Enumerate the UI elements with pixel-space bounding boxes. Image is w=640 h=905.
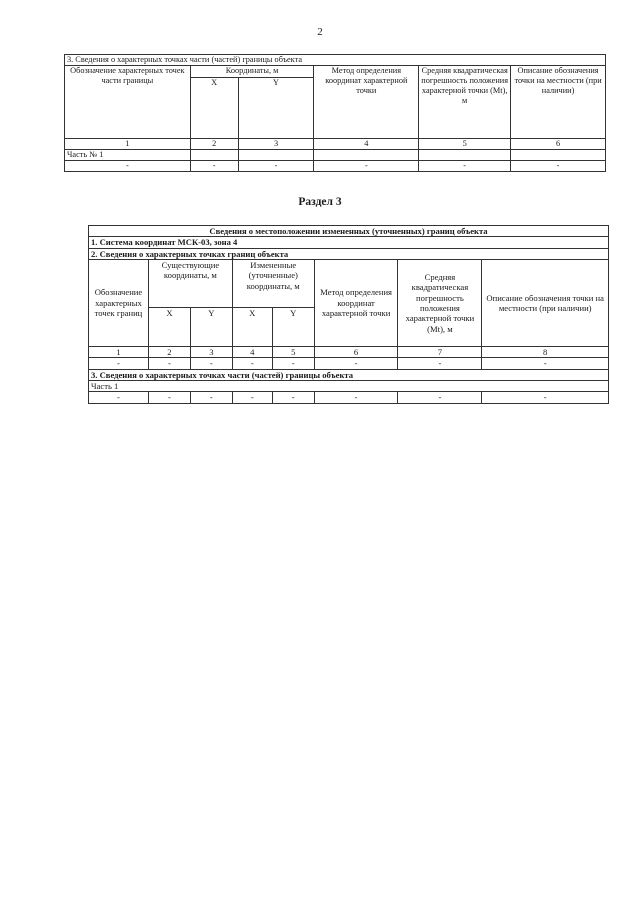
header-method: Метод определения координат характерной точки <box>314 65 419 138</box>
section-title: Раздел 3 <box>298 196 342 208</box>
boundaries-table <box>88 225 609 404</box>
table-cell: - <box>272 358 314 369</box>
header-description: Описание обозначения точки на местности (при наличии) <box>482 259 609 346</box>
table-cell: - <box>89 358 149 369</box>
column-number: 2 <box>190 138 238 149</box>
coordinate-system: 1. Система координат МСК-03, зона 4 <box>89 237 609 248</box>
parts-section-title: 3. Сведения о характерных точках части (частей) границы объекта <box>89 369 609 380</box>
table-cell: - <box>232 358 272 369</box>
table-cell: - <box>148 392 190 403</box>
table-cell: - <box>190 160 238 171</box>
header-coords: Координаты, м <box>190 65 314 77</box>
part-label: Часть № 1 <box>65 149 191 160</box>
table-cell: - <box>65 160 191 171</box>
header-method: Метод определения координат характерной точки <box>314 259 398 346</box>
table-cell: - <box>419 160 511 171</box>
header-error: Средняя квадратическая погрешность положения характерной точки (Mt), м <box>419 65 511 138</box>
header-y: Y <box>190 307 232 346</box>
table-cell: - <box>314 160 419 171</box>
table-cell: - <box>232 392 272 403</box>
part-label: Часть 1 <box>89 380 609 391</box>
table-row <box>89 392 609 403</box>
table-cell: - <box>314 358 398 369</box>
table-cell: - <box>190 392 232 403</box>
column-number: 1 <box>65 138 191 149</box>
column-number: 8 <box>482 346 609 357</box>
page-number: 2 <box>317 26 323 38</box>
column-number: 1 <box>89 346 149 357</box>
column-number: 6 <box>314 346 398 357</box>
header-description: Описание обозначения точки на местности (при наличии) <box>511 65 606 138</box>
header-x: X <box>190 77 238 138</box>
table-row <box>65 160 606 171</box>
column-number: 2 <box>148 346 190 357</box>
table-cell: - <box>238 160 314 171</box>
table-cell: - <box>148 358 190 369</box>
column-numbers-row <box>89 346 609 357</box>
table-row <box>89 358 609 369</box>
column-number: 3 <box>238 138 314 149</box>
column-number: 4 <box>314 138 419 149</box>
table-cell: - <box>398 358 482 369</box>
table-cell: - <box>89 392 149 403</box>
column-numbers-row <box>65 138 606 149</box>
header-y: Y <box>238 77 314 138</box>
header-point: Обозначение характерных точек части границы <box>65 65 191 138</box>
table-cell: - <box>482 358 609 369</box>
column-number: 4 <box>232 346 272 357</box>
table-cell: - <box>190 358 232 369</box>
table-cell: - <box>482 392 609 403</box>
table-title: Сведения о местоположении измененных (уточненных) границ объекта <box>89 226 609 237</box>
column-number: 3 <box>190 346 232 357</box>
header-x: X <box>232 307 272 346</box>
column-number: 6 <box>511 138 606 149</box>
points-section-title: 2. Сведения о характерных точках границ объекта <box>89 248 609 259</box>
table-cell: - <box>511 160 606 171</box>
table-cell: - <box>314 392 398 403</box>
column-number: 5 <box>419 138 511 149</box>
header-y: Y <box>272 307 314 346</box>
header-x: X <box>148 307 190 346</box>
header-error: Средняя квадратическая погрешность положения характерной точки (Mt), м <box>398 259 482 346</box>
part-points-table <box>64 54 606 172</box>
column-number: 5 <box>272 346 314 357</box>
header-existing: Существующие координаты, м <box>148 259 232 307</box>
column-number: 7 <box>398 346 482 357</box>
table-caption: 3. Сведения о характерных точках части (частей) границы объекта <box>65 55 606 66</box>
table-cell: - <box>398 392 482 403</box>
table-cell: - <box>272 392 314 403</box>
header-point: Обозначение характерных точек границ <box>89 259 149 346</box>
header-changed: Измененные (уточненные) координаты, м <box>232 259 314 307</box>
